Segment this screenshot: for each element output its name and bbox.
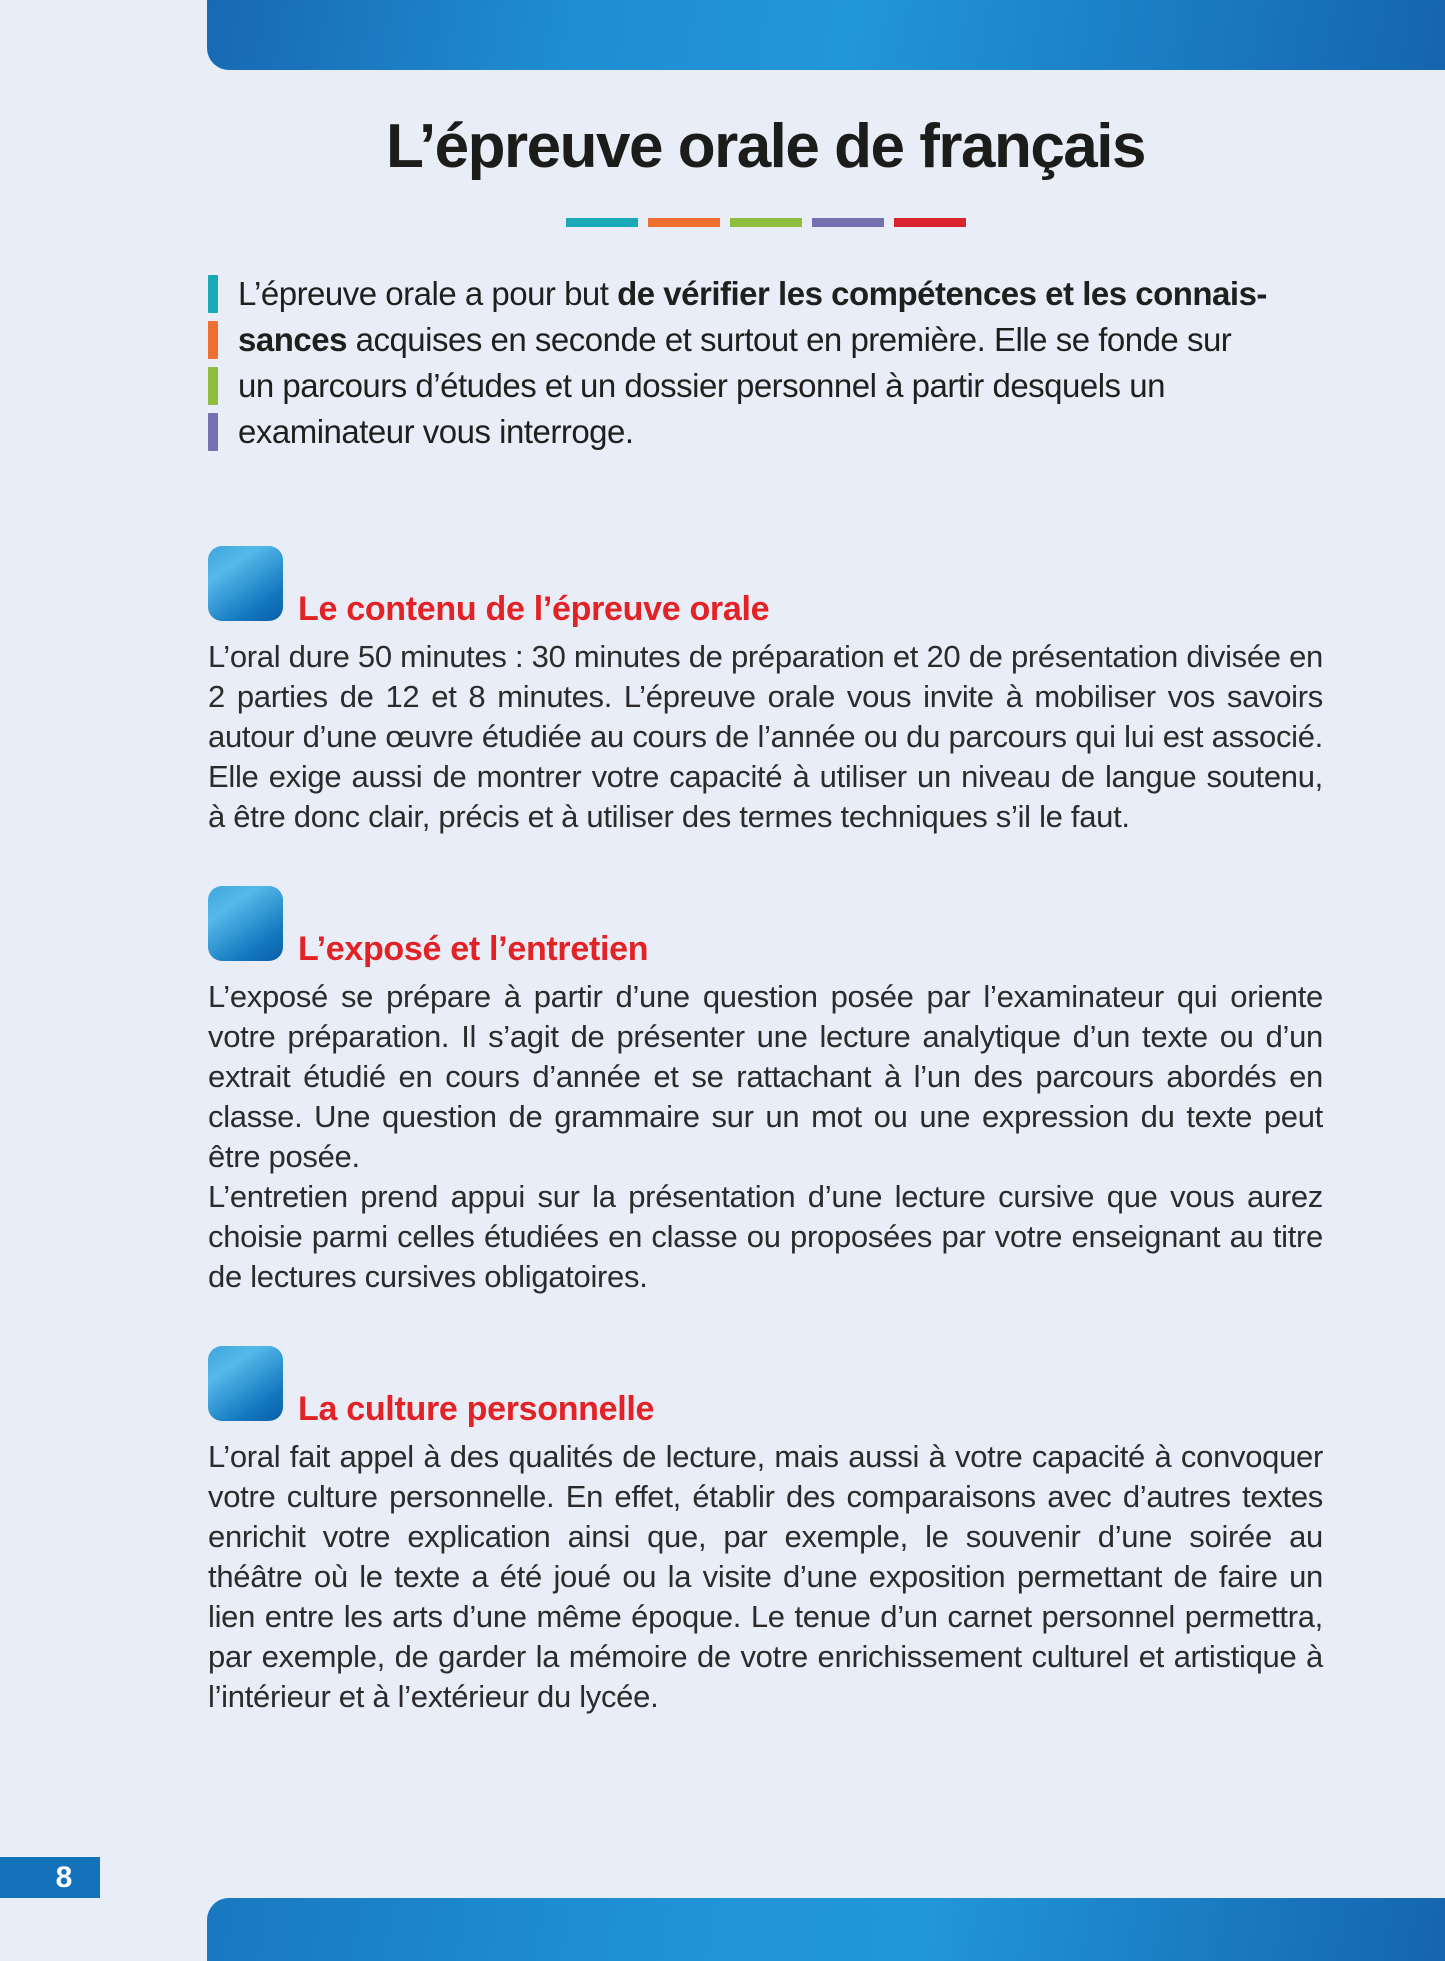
intro-line bbox=[208, 409, 1323, 455]
intro-line-text: sances acquises en seconde et surtout en première. Elle se fonde sur bbox=[238, 321, 1232, 358]
divider-dash bbox=[730, 218, 802, 227]
intro-color-bar bbox=[208, 367, 218, 405]
section-heading: Le contenu de l’épreuve orale bbox=[298, 590, 770, 628]
divider-dash bbox=[566, 218, 638, 227]
intro-color-bar bbox=[208, 321, 218, 359]
intro-paragraph bbox=[208, 271, 1323, 455]
section-body bbox=[208, 637, 1323, 837]
footer-banner bbox=[207, 1898, 1445, 1961]
page-number-tab bbox=[0, 1857, 100, 1898]
intro-line bbox=[208, 271, 1323, 317]
blue-square-icon bbox=[208, 886, 283, 961]
section-paragraph: L’oral dure 50 minutes : 30 minutes de préparation et 20 de présentation divisée en 2 parties de 12 et 8 minutes. L’épreuve orale vous invite à mobiliser vos savoirs autour d’une œuvre étudiée au cours de l’année ou du parcours qui lui est associé. Elle exige aussi de montrer votre capacité à utiliser un niveau de langue soutenu, à être donc clair, précis et à utiliser des termes techniques s’il le faut. bbox=[208, 639, 1323, 834]
section-culture-personnelle bbox=[208, 1346, 1323, 1717]
divider-dash bbox=[648, 218, 720, 227]
section-body bbox=[208, 1437, 1323, 1717]
blue-square-icon bbox=[208, 1346, 283, 1421]
section-paragraph: L’exposé se prépare à partir d’une question posée par l’examinateur qui oriente votre préparation. Il s’agit de présenter une lecture analytique d’un texte ou d’un extrait étudié en cours d’année et se rattachant à l’un des parcours abordés en classe. Une question de grammaire sur un mot ou une expression du texte peut être posée. bbox=[208, 979, 1323, 1174]
intro-line-text: examinateur vous interroge. bbox=[238, 413, 634, 450]
title-divider-dashes bbox=[208, 218, 1323, 227]
section-paragraph: L’oral fait appel à des qualités de lecture, mais aussi à votre capacité à convoquer votre culture personnelle. En effet, établir des comparaisons avec d’autres textes enrichit votre explication ainsi que, par exemple, le souvenir d’une soirée au théâtre où le texte a été joué ou la visite d’une exposition permettant de faire un lien entre les arts d’une même époque. Le tenue d’un carnet personnel permettra, par exemple, de garder la mémoire de votre enrichissement culturel et artistique à l’intérieur et à l’extérieur du lycée. bbox=[208, 1439, 1323, 1714]
section-heading: La culture personnelle bbox=[298, 1390, 655, 1428]
section-heading: L’exposé et l’entretien bbox=[298, 930, 649, 968]
page-title: L’épreuve orale de français bbox=[386, 112, 1145, 181]
intro-line-text: un parcours d’études et un dossier personnel à partir desquels un bbox=[238, 367, 1165, 404]
section-heading-row bbox=[208, 1346, 1323, 1428]
section-heading-row bbox=[208, 886, 1323, 968]
section-contenu bbox=[208, 546, 1323, 837]
intro-line bbox=[208, 363, 1323, 409]
page-number: 8 bbox=[55, 1860, 73, 1894]
divider-dash bbox=[894, 218, 966, 227]
intro-color-bar bbox=[208, 275, 218, 313]
divider-dash bbox=[812, 218, 884, 227]
intro-color-bar bbox=[208, 413, 218, 451]
intro-line-text: L’épreuve orale a pour but de vérifier les compétences et les connais- bbox=[238, 275, 1267, 312]
section-heading-row bbox=[208, 546, 1323, 628]
blue-square-icon bbox=[208, 546, 283, 621]
page-content bbox=[208, 0, 1323, 1717]
intro-line bbox=[208, 317, 1323, 363]
section-body bbox=[208, 977, 1323, 1297]
sections-container bbox=[208, 546, 1323, 1717]
section-expose-entretien bbox=[208, 886, 1323, 1297]
section-paragraph: L’entretien prend appui sur la présentation d’une lecture cursive que vous aurez choisie parmi celles étudiées en classe ou proposées par votre enseignant au titre de lectures cursives obligatoires. bbox=[208, 1179, 1323, 1294]
